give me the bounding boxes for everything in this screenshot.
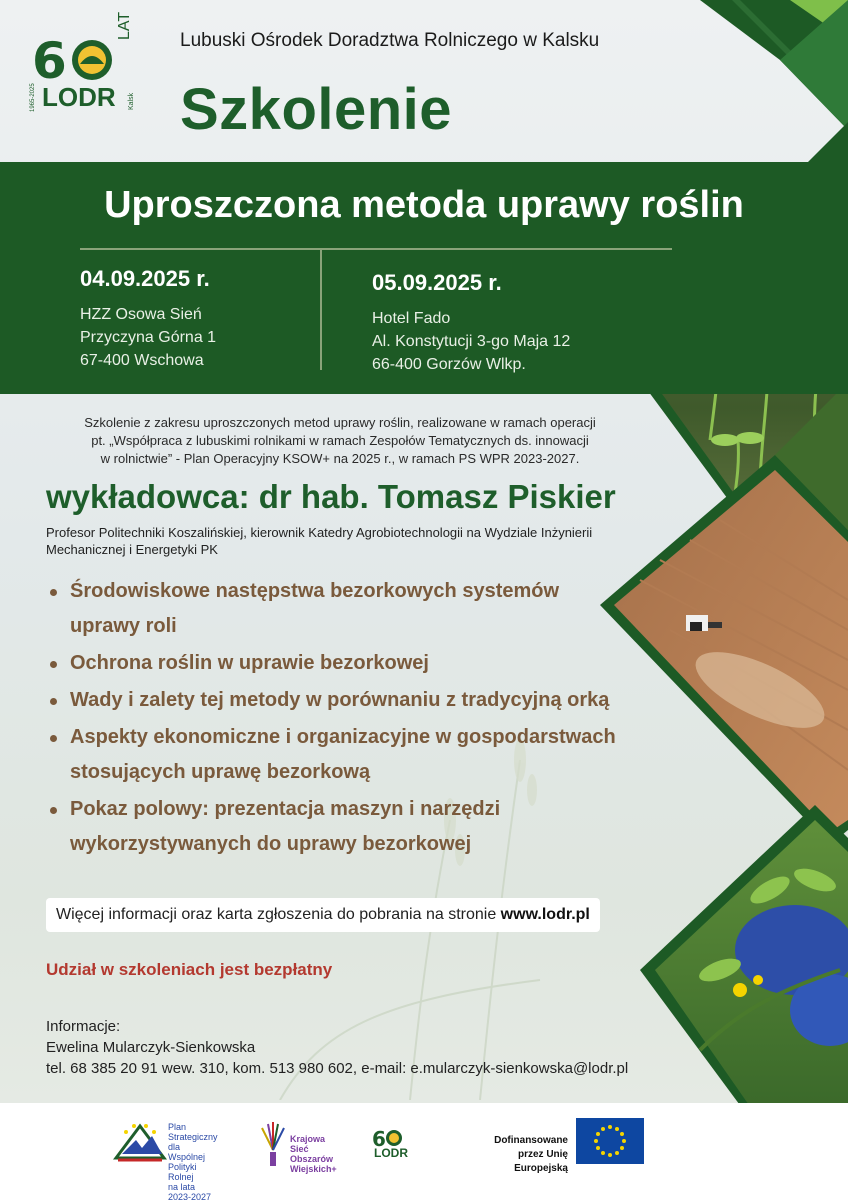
description-line-2: pt. „Współpraca z lubuskimi rolnikami w ramach Zespołów Tematycznych ds. innowacji [91, 433, 589, 448]
event-2-date: 05.09.2025 r. [372, 270, 502, 295]
website-link[interactable]: www.lodr.pl [500, 906, 590, 923]
topic-line: Wady i zalety tej metody w porównaniu z tradycyjną orką [70, 689, 610, 711]
contact-name: Ewelina Mularczyk-Sienkowska [46, 1039, 256, 1056]
event-2-city: 66-400 Gorzów Wlkp. [372, 356, 526, 373]
topic-line: uprawy roli [70, 615, 177, 637]
event-2-place: Hotel Fado [372, 310, 451, 327]
logo-brand-small: LODR [374, 1146, 408, 1160]
svg-text:6: 6 [372, 1127, 386, 1148]
bullet-icon [50, 698, 57, 705]
event-2-street: Al. Konstytucji 3-go Maja 12 [372, 333, 571, 350]
ksow-text [290, 1134, 337, 1174]
ksow-text-line: Obszarów [290, 1154, 334, 1164]
topics-list [46, 574, 686, 864]
topic-line: Pokaz polowy: prezentacja maszyn i narzędzi [70, 798, 501, 820]
training-title: Uproszczona metoda uprawy roślin [104, 184, 744, 226]
lodr-60-logo [30, 11, 140, 114]
training-description [40, 414, 640, 468]
event-1-place: HZZ Osowa Sień [80, 306, 202, 323]
logo-years: 1965-2025 [30, 83, 36, 112]
contact-info [46, 1016, 628, 1079]
band-divider [80, 248, 672, 250]
plan-text-line: na lata 2023-2027 [168, 1182, 212, 1200]
event-1 [80, 266, 216, 372]
bullet-icon [50, 661, 57, 668]
event-1-street: Przyczyna Górna 1 [80, 329, 217, 346]
contact-details: tel. 68 385 20 91 wew. 310, kom. 513 980 602, e-mail: e.mularczyk-sienkowska@lodr.pl [46, 1060, 629, 1077]
ksow-logo-icon [258, 1120, 288, 1168]
description-line-1: Szkolenie z zakresu uproszczonych metod uprawy roślin, realizowane w ramach operacji [84, 415, 596, 430]
lecturer-bio-line-1: Profesor Politechniki Koszalińskiej, kierownik Katedry Agrobiotechnologii na Wydziale Inżynierii [46, 525, 593, 540]
topic-line: Środowiskowe następstwa bezorkowych systemów [70, 580, 560, 602]
topic-line: Aspekty ekonomiczne i organizacyjne w gospodarstwach [70, 726, 616, 748]
plan-strategiczny-text [168, 1122, 218, 1200]
lecturer-bio [46, 524, 686, 558]
topic-line: Ochrona roślin w uprawie bezorkowej [70, 652, 429, 674]
ksow-text-line: Krajowa [290, 1134, 326, 1144]
plan-text-line: Plan [168, 1122, 187, 1132]
description-line-3: w rolnictwie” - Plan Operacyjny KSOW+ na 2025 r., w ramach PS WPR 2023-2027. [100, 451, 580, 466]
event-1-city: 67-400 Wschowa [80, 352, 204, 369]
logo-lat: LAT [116, 11, 133, 40]
organization-name: Lubuski Ośrodek Doradztwa Rolniczego w Kalsku [180, 30, 600, 51]
band-column-divider [320, 250, 322, 370]
list-item [46, 792, 686, 862]
eu-text-line-1: Dofinansowane [494, 1135, 568, 1146]
topic-line: stosujących uprawę bezorkową [70, 761, 371, 783]
eu-flag-icon [576, 1118, 644, 1164]
bullet-icon [50, 589, 57, 596]
logo-place: Kalsk [128, 92, 135, 110]
plan-text-line: Strategiczny dla [168, 1132, 218, 1152]
plan-text-line: Wspólnej [168, 1152, 206, 1162]
ksow-text-line: Wiejskich+ [290, 1164, 337, 1174]
lecturer-bio-line-2: Mechanicznej i Energetyki PK [46, 542, 218, 557]
list-item [46, 720, 686, 790]
more-info-text: Więcej informacji oraz karta zgłoszenia do pobrania na stronie [56, 906, 501, 923]
plan-text-line: Rolnej [168, 1172, 194, 1182]
logo-brand: LODR [42, 82, 116, 112]
plan-text-line: Polityki [168, 1162, 197, 1172]
list-item [46, 574, 686, 644]
eu-text-line-2: przez Unię Europejską [514, 1149, 568, 1174]
bullet-icon [50, 735, 57, 742]
lecturer-heading: wykładowca: dr hab. Tomasz Piskier [46, 478, 616, 515]
list-item [46, 683, 686, 718]
contact-label: Informacje: [46, 1018, 121, 1035]
ksow-text-line: Sieć [290, 1144, 309, 1154]
page-title: Szkolenie [180, 77, 453, 142]
more-info-banner [46, 898, 600, 932]
event-2 [372, 270, 570, 376]
list-item [46, 646, 686, 681]
lodr-60-logo-footer [372, 1126, 422, 1162]
svg-text:6: 6 [32, 32, 67, 90]
eu-cofinanced-text [470, 1134, 568, 1176]
plan-strategiczny-flag-icon [112, 1118, 168, 1166]
event-1-date: 04.09.2025 r. [80, 266, 210, 291]
free-participation-note: Udział w szkoleniach jest bezpłatny [46, 960, 333, 979]
logo-emblem-small-icon [372, 1126, 422, 1148]
bullet-icon [50, 807, 57, 814]
topic-line: wykorzystywanych do uprawy bezorkowej [70, 833, 472, 855]
